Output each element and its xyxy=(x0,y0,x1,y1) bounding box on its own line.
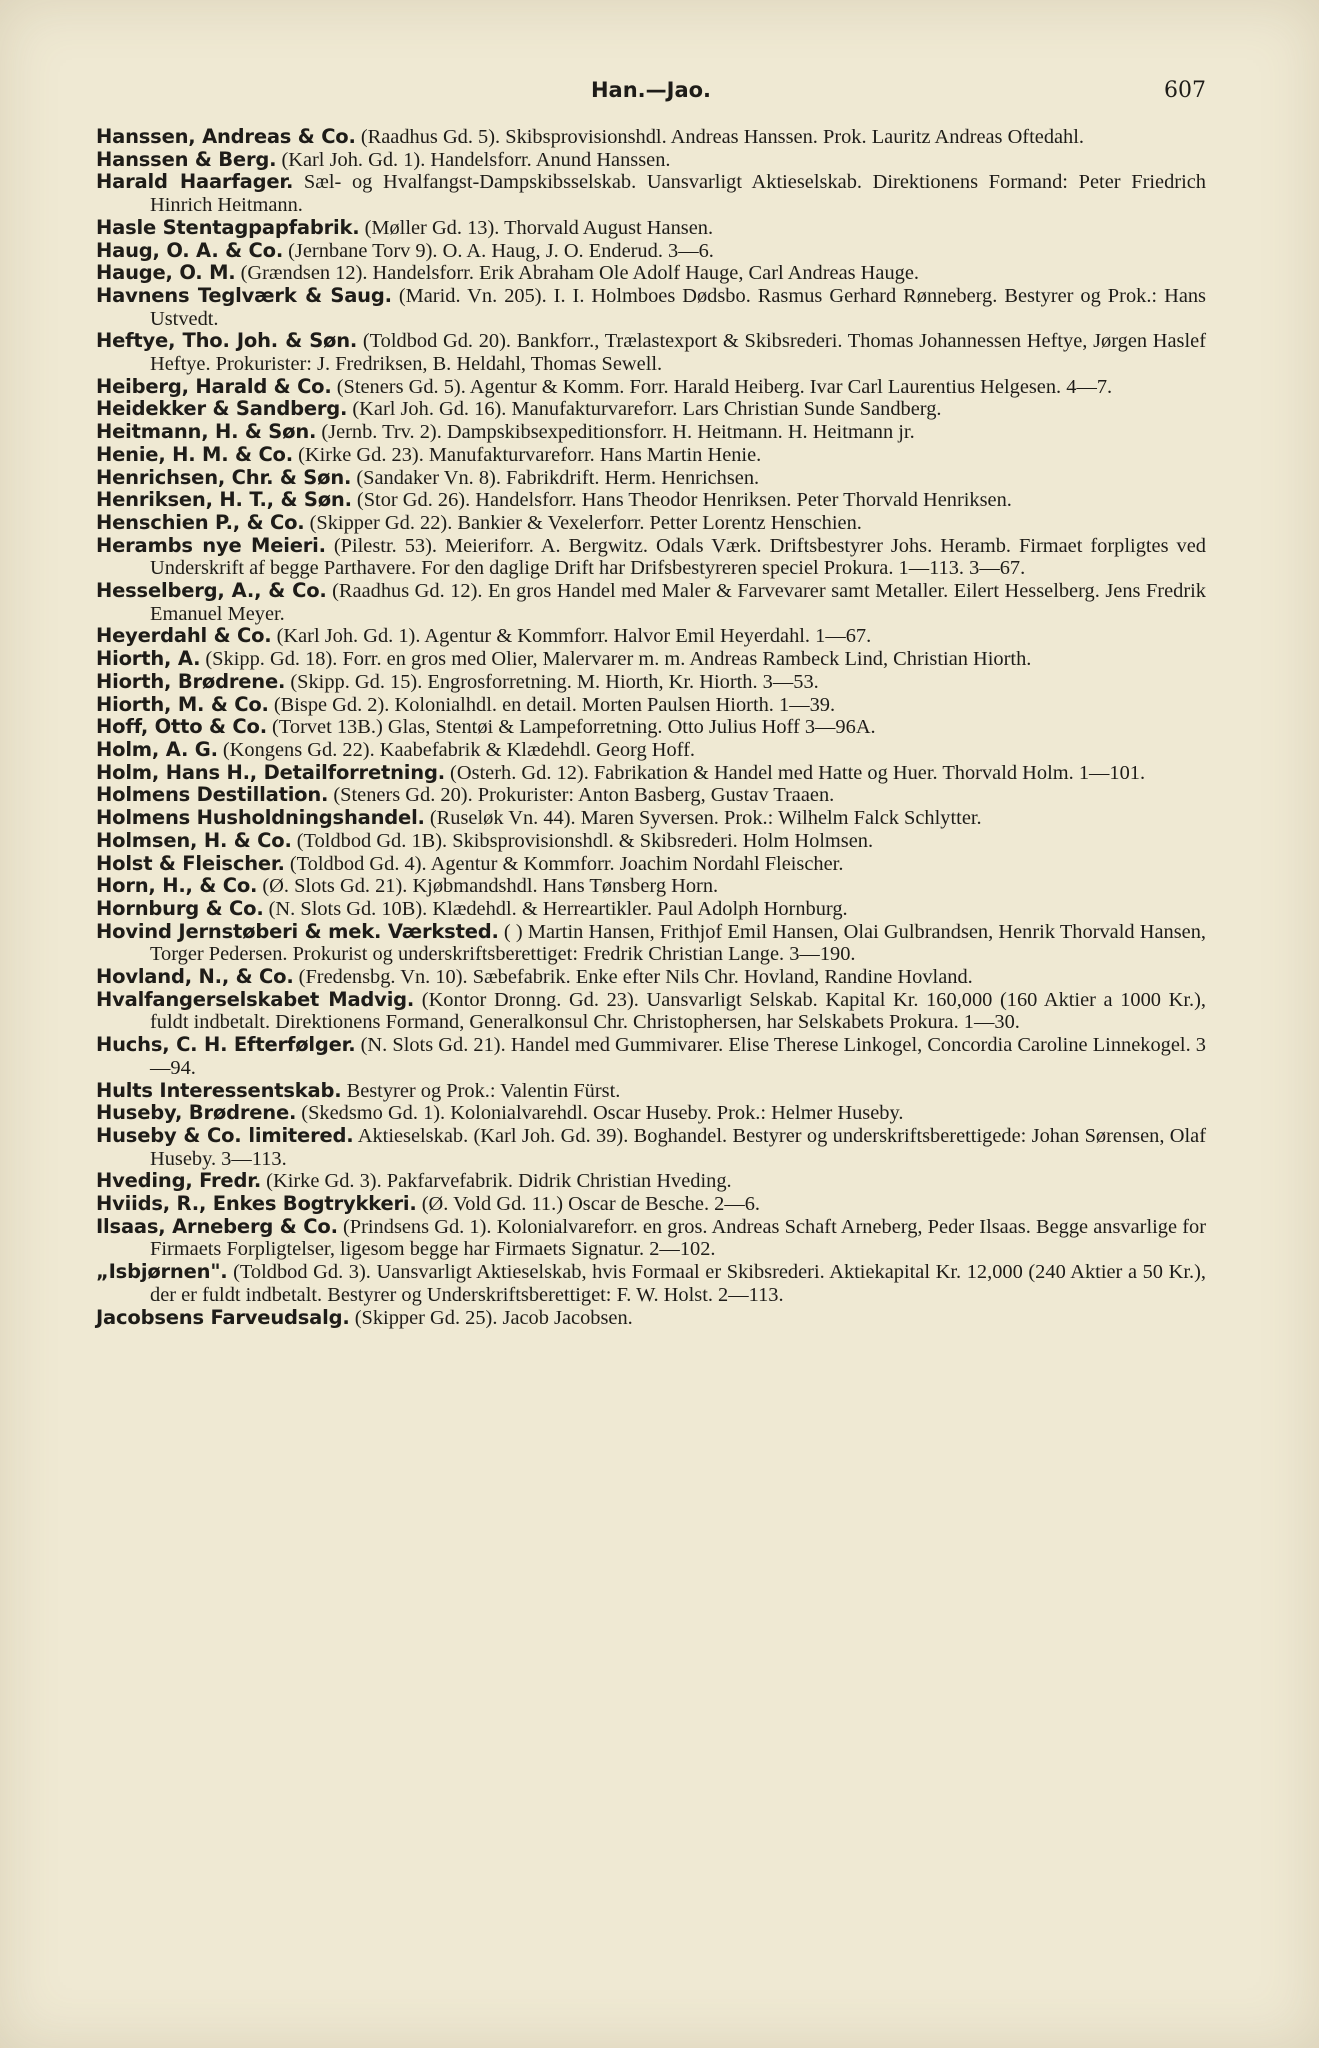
firm-name: Hornburg & Co. xyxy=(96,896,264,920)
firm-name: Hoff, Otto & Co. xyxy=(96,715,267,739)
firm-name: „Isbjørnen". xyxy=(96,1260,228,1284)
firm-name: Hesselberg, A., & Co. xyxy=(96,579,327,603)
firm-name: Hanssen & Berg. xyxy=(96,147,277,171)
directory-entry xyxy=(96,1261,1206,1306)
entry-details: (Prindsens Gd. 1). Kolonialvareforr. en gros. Andreas Schaft Arneberg, Peder Ilsaas. Begge ansvarlige for Firmaets Forpligtelser, ligesom begge har Firmaets Signatur. 2—102. xyxy=(150,1215,1206,1261)
directory-entry xyxy=(96,807,1206,830)
entry-details: Aktieselskab. (Karl Joh. Gd. 39). Boghandel. Bestyrer og underskriftsberettigede: Johan Sørensen, Olaf Huseby. 3—113. xyxy=(150,1124,1206,1170)
entry-details: (N. Slots Gd. 21). Handel med Gummivarer. Elise Therese Linkogel, Concordia Caroline Linnekogel. 3—94. xyxy=(150,1034,1206,1079)
directory-entry xyxy=(96,262,1206,285)
firm-name: Hveding, Fredr. xyxy=(96,1169,262,1193)
page-header xyxy=(96,78,1206,112)
entry-details: (Karl Joh. Gd. 1). Agentur & Kommforr. Halvor Emil Heyerdahl. 1—67. xyxy=(276,625,872,648)
running-head: Han.—Jao. xyxy=(590,78,712,102)
directory-entry xyxy=(96,648,1206,671)
page-number: 607 xyxy=(1164,78,1206,103)
firm-name: Heidekker & Sandberg. xyxy=(96,397,348,421)
firm-name: Huseby & Co. limitered. xyxy=(96,1123,354,1147)
firm-name: Henschien P., & Co. xyxy=(96,510,305,534)
firm-name: Holmens Husholdningshandel. xyxy=(96,806,425,830)
entry-details: (Bispe Gd. 2). Kolonialhdl. en detail. Morten Paulsen Hiorth. 1—39. xyxy=(273,693,836,716)
directory-entry xyxy=(96,1193,1206,1216)
entry-details: Sæl- og Hvalfangst-Dampskibsselskab. Uansvarligt Aktieselskab. Direktionens Formand: Peter Friedrich Hinrich Heitmann. xyxy=(150,171,1206,217)
entry-details: (Ruseløk Vn. 44). Maren Syversen. Prok.: Wilhelm Falck Schlytter. xyxy=(429,807,982,830)
directory-entry xyxy=(96,240,1206,263)
entry-details: (Jernbane Torv 9). O. A. Haug, J. O. Enderud. 3—6. xyxy=(288,239,714,262)
firm-name: Henriksen, H. T., & Søn. xyxy=(96,488,352,512)
directory-entry xyxy=(96,784,1206,807)
directory-entry xyxy=(96,1080,1206,1103)
entry-details: (Skipper Gd. 25). Jacob Jacobsen. xyxy=(354,1306,633,1329)
firm-name: Heitmann, H. & Søn. xyxy=(96,420,317,444)
entry-details: ( ) Martin Hansen, Frithjof Emil Hansen, Olai Gulbrandsen, Henrik Thorvald Hansen, Torger Pedersen. Prokurist og underskriftsberettiget: Fredrik Christian Lange. 3—190. xyxy=(150,920,1206,966)
firm-name: Huchs, C. H. Efterfølger. xyxy=(96,1033,356,1057)
directory-entry xyxy=(96,671,1206,694)
directory-entry xyxy=(96,1034,1206,1079)
firm-name: Hviids, R., Enkes Bogtrykkeri. xyxy=(96,1192,417,1216)
firm-name: Ilsaas, Arneberg & Co. xyxy=(96,1214,338,1238)
directory-entry xyxy=(96,489,1206,512)
entry-details: (Osterh. Gd. 12). Fabrikation & Handel med Hatte og Huer. Thorvald Holm. 1—101. xyxy=(450,761,1146,784)
directory-entry xyxy=(96,126,1206,149)
entry-details: (Fredensbg. Vn. 10). Sæbefabrik. Enke efter Nils Chr. Hovland, Randine Hovland. xyxy=(298,966,973,989)
entry-details: (N. Slots Gd. 10B). Klædehdl. & Herreartikler. Paul Adolph Hornburg. xyxy=(268,897,848,920)
entry-details: (Ø. Vold Gd. 11.) Oscar de Besche. 2—6. xyxy=(421,1193,761,1216)
entry-details: (Torvet 13B.) Glas, Stentøi & Lampeforretning. Otto Julius Hoff 3—96A. xyxy=(272,716,876,739)
entry-details: (Stor Gd. 26). Handelsforr. Hans Theodor Henriksen. Peter Thorvald Henriksen. xyxy=(356,489,1012,512)
entry-details: (Marid. Vn. 205). I. I. Holmboes Dødsbo. Rasmus Gerhard Rønneberg. Bestyrer og Prok.: Hans Ustvedt. xyxy=(150,284,1206,330)
firm-name: Holst & Fleischer. xyxy=(96,851,285,875)
entry-details: (Skipper Gd. 22). Bankier & Vexelerforr. Petter Lorentz Henschien. xyxy=(309,511,862,534)
directory-entry xyxy=(96,830,1206,853)
directory-entry xyxy=(96,535,1206,580)
directory-entry xyxy=(96,376,1206,399)
directory-entry xyxy=(96,762,1206,785)
firm-name: Heyerdahl & Co. xyxy=(96,624,272,648)
firm-name: Holm, Hans H., Detailforretning. xyxy=(96,760,445,784)
directory-entry xyxy=(96,512,1206,535)
entry-details: (Kirke Gd. 23). Manufakturvareforr. Hans Martin Henie. xyxy=(298,443,762,466)
firm-name: Hasle Stentagpapfabrik. xyxy=(96,215,360,239)
entry-details: (Sandaker Vn. 8). Fabrikdrift. Herm. Henrichsen. xyxy=(356,466,760,489)
directory-entry xyxy=(96,398,1206,421)
directory-entry xyxy=(96,217,1206,240)
firm-name: Herambs nye Meieri. xyxy=(96,533,326,557)
firm-name: Holm, A. G. xyxy=(96,737,218,761)
entry-details: (Karl Joh. Gd. 1). Handelsforr. Anund Hanssen. xyxy=(281,148,671,171)
directory-entry xyxy=(96,1307,1206,1330)
directory-entry xyxy=(96,285,1206,330)
directory-entry xyxy=(96,580,1206,625)
entry-details: (Raadhus Gd. 12). En gros Handel med Maler & Farvevarer samt Metaller. Eilert Hesselberg. Jens Fredrik Emanuel Meyer. xyxy=(150,580,1206,625)
directory-entry xyxy=(96,966,1206,989)
firm-name: Jacobsens Farveudsalg. xyxy=(96,1305,350,1329)
entry-details: (Møller Gd. 13). Thorvald August Hansen. xyxy=(364,216,714,239)
entry-details: (Ø. Slots Gd. 21). Kjøbmandshdl. Hans Tønsberg Horn. xyxy=(262,875,719,898)
firm-name: Heftye, Tho. Joh. & Søn. xyxy=(96,329,358,353)
firm-name: Hvalfangerselskabet Madvig. xyxy=(96,987,415,1011)
directory-entry xyxy=(96,853,1206,876)
firm-name: Huseby, Brødrene. xyxy=(96,1101,297,1125)
entry-details: (Skedsmo Gd. 1). Kolonialvarehdl. Oscar Huseby. Prok.: Helmer Huseby. xyxy=(301,1102,904,1125)
directory-entry xyxy=(96,898,1206,921)
directory-entry xyxy=(96,716,1206,739)
directory-entry xyxy=(96,989,1206,1034)
directory-entry xyxy=(96,1216,1206,1261)
firm-name: Holmens Destillation. xyxy=(96,783,329,807)
firm-name: Hauge, O. M. xyxy=(96,261,236,285)
directory-entry xyxy=(96,875,1206,898)
entry-details: (Kongens Gd. 22). Kaabefabrik & Klædehdl. Georg Hoff. xyxy=(222,738,695,761)
entry-details: (Pilestr. 53). Meieriforr. A. Bergwitz. Odals Værk. Driftsbestyrer Johs. Heramb. Firmaet forpligtes ved Underskrift af begge Parthavere. For den daglige Drift har Drifsbestyreren speciel Prokura. 1—113. 3—67. xyxy=(150,534,1206,580)
entry-details: (Karl Joh. Gd. 16). Manufakturvareforr. Lars Christian Sunde Sandberg. xyxy=(352,398,942,421)
directory-entry xyxy=(96,1125,1206,1170)
entry-details: (Toldbod Gd. 3). Uansvarligt Aktieselskab, hvis Formaal er Skibsrederi. Aktiekapital Kr. 12,000 (240 Aktier a 50 Kr.), der er fuldt indbetalt. Bestyrer og Underskriftsberettiget: F. W. Holst. 2—113. xyxy=(150,1261,1206,1306)
entry-details: (Toldbod Gd. 1B). Skibsprovisionshdl. & Skibsrederi. Holm Holmsen. xyxy=(296,829,874,852)
directory-entry xyxy=(96,921,1206,966)
entry-details: (Toldbod Gd. 4). Agentur & Kommforr. Joachim Nordahl Fleischer. xyxy=(289,852,844,875)
firm-name: Henie, H. M. & Co. xyxy=(96,442,293,466)
directory-entry xyxy=(96,171,1206,216)
firm-name: Hanssen, Andreas & Co. xyxy=(96,125,356,148)
firm-name: Haug, O. A. & Co. xyxy=(96,238,284,262)
directory-entry xyxy=(96,625,1206,648)
entry-details: (Kirke Gd. 3). Pakfarvefabrik. Didrik Christian Hveding. xyxy=(266,1170,732,1193)
firm-name: Horn, H., & Co. xyxy=(96,874,258,898)
directory-entry xyxy=(96,694,1206,717)
firm-name: Hiorth, A. xyxy=(96,647,201,671)
firm-name: Heiberg, Harald & Co. xyxy=(96,374,332,398)
entry-details: (Steners Gd. 5). Agentur & Komm. Forr. Harald Heiberg. Ivar Carl Laurentius Helgesen. 4—7. xyxy=(336,375,1113,398)
firm-name: Hiorth, M. & Co. xyxy=(96,692,269,716)
entry-details: (Skipp. Gd. 15). Engrosforretning. M. Hiorth, Kr. Hiorth. 3—53. xyxy=(290,670,819,693)
entry-details: (Toldbod Gd. 20). Bankforr., Trælastexport & Skibsrederi. Thomas Johannessen Heftye, Jørgen Haslef Heftye. Prokurister: J. Fredriksen, B. Heldahl, Thomas Sewell. xyxy=(150,330,1206,376)
entry-details: (Jernb. Trv. 2). Dampskibsexpeditionsforr. H. Heitmann. H. Heitmann jr. xyxy=(321,421,915,444)
directory-entries xyxy=(96,126,1206,1329)
directory-entry xyxy=(96,330,1206,375)
entry-details: (Grændsen 12). Handelsforr. Erik Abraham Ole Adolf Hauge, Carl Andreas Hauge. xyxy=(240,262,919,285)
directory-entry xyxy=(96,149,1206,172)
firm-name: Henrichsen, Chr. & Søn. xyxy=(96,465,352,489)
entry-details: (Raadhus Gd. 5). Skibsprovisionshdl. Andreas Hanssen. Prok. Lauritz Andreas Oftedahl. xyxy=(360,126,1085,148)
firm-name: Hults Interessentskab. xyxy=(96,1078,342,1102)
firm-name: Hovland, N., & Co. xyxy=(96,965,294,989)
entry-details: Bestyrer og Prok.: Valentin Fürst. xyxy=(346,1079,621,1102)
directory-entry xyxy=(96,1102,1206,1125)
directory-entry xyxy=(96,444,1206,467)
directory-entry xyxy=(96,467,1206,490)
entry-details: (Skipp. Gd. 18). Forr. en gros med Olier, Malervarer m. m. Andreas Rambeck Lind, Christian Hiorth. xyxy=(205,648,1032,671)
directory-entry xyxy=(96,1170,1206,1193)
firm-name: Holmsen, H. & Co. xyxy=(96,828,292,852)
firm-name: Harald Haarfager. xyxy=(96,170,294,194)
directory-entry xyxy=(96,739,1206,762)
entry-details: (Kontor Dronng. Gd. 23). Uansvarligt Selskab. Kapital Kr. 160,000 (160 Aktier a 1000 Kr.), fuldt indbetalt. Direktionens Formand, Generalkonsul Chr. Christophersen, har Selskabets Prokura. 1—30. xyxy=(150,988,1206,1034)
firm-name: Hiorth, Brødrene. xyxy=(96,669,286,693)
entry-details: (Steners Gd. 20). Prokurister: Anton Basberg, Gustav Traaen. xyxy=(333,784,835,807)
firm-name: Havnens Teglværk & Saug. xyxy=(96,283,392,307)
firm-name: Hovind Jernstøberi & mek. Værksted. xyxy=(96,919,499,943)
directory-entry xyxy=(96,421,1206,444)
